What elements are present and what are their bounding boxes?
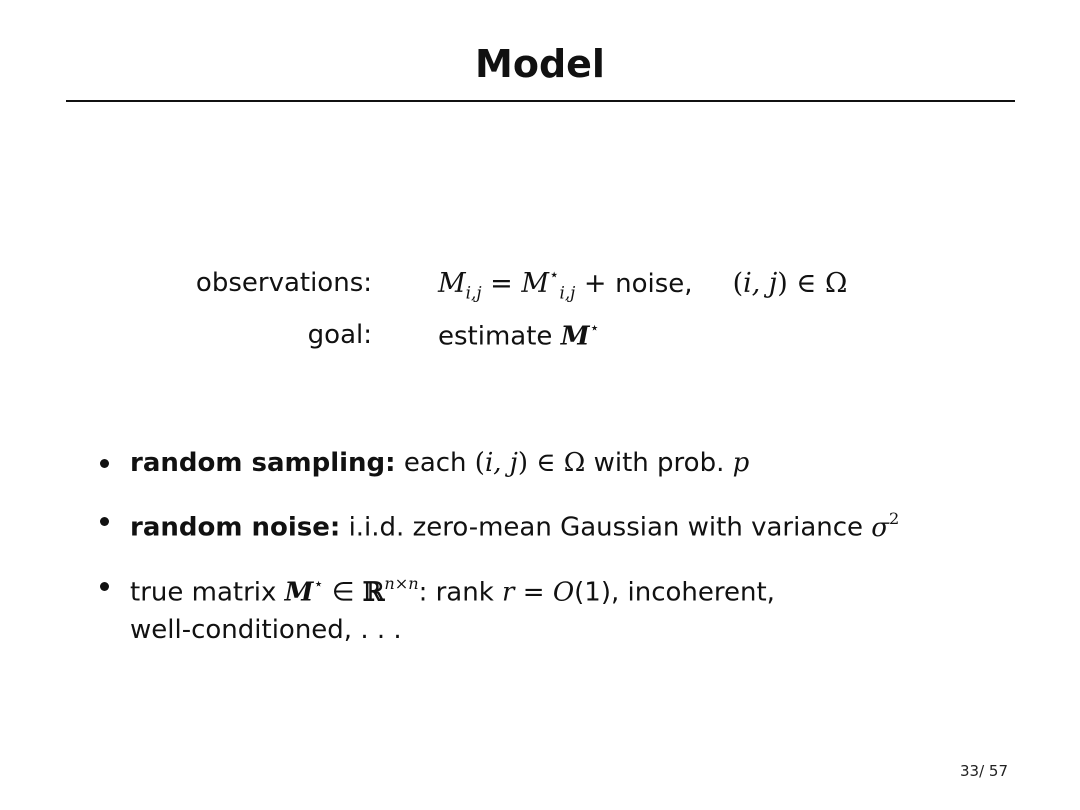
- bullet-list: [100, 444, 1000, 669]
- noise-word: noise,: [615, 269, 693, 299]
- bullet-dot: [100, 459, 109, 468]
- observation-equation: $M_{i,j} = M^⋆_{i,j}$ + noise, (i, j) ∈ Ω: [438, 264, 848, 303]
- goal-label: goal:: [307, 320, 372, 350]
- bullet-dot: [100, 517, 109, 526]
- bullet-true-matrix: true matrix M⋆ ∈ ℝ$^{n\times n}$: rank r = O(1), incoherent, well-conditioned, . . .: [100, 567, 1000, 650]
- bullet-random-sampling: random sampling: each (i, j) ∈ Ω with prob. p: [100, 444, 1000, 482]
- estimate-word: estimate: [438, 321, 553, 352]
- goal-statement: estimate M⋆: [438, 318, 600, 352]
- bullet-dot: [100, 582, 109, 591]
- page-number: 33/ 57: [960, 762, 1008, 780]
- slide-title: Model: [475, 42, 605, 86]
- observations-label: observations:: [195, 268, 372, 298]
- title-divider: [66, 100, 1015, 102]
- bullet-random-noise: random noise: i.i.d. zero-mean Gaussian with variance $\sigma^2$: [100, 502, 1000, 547]
